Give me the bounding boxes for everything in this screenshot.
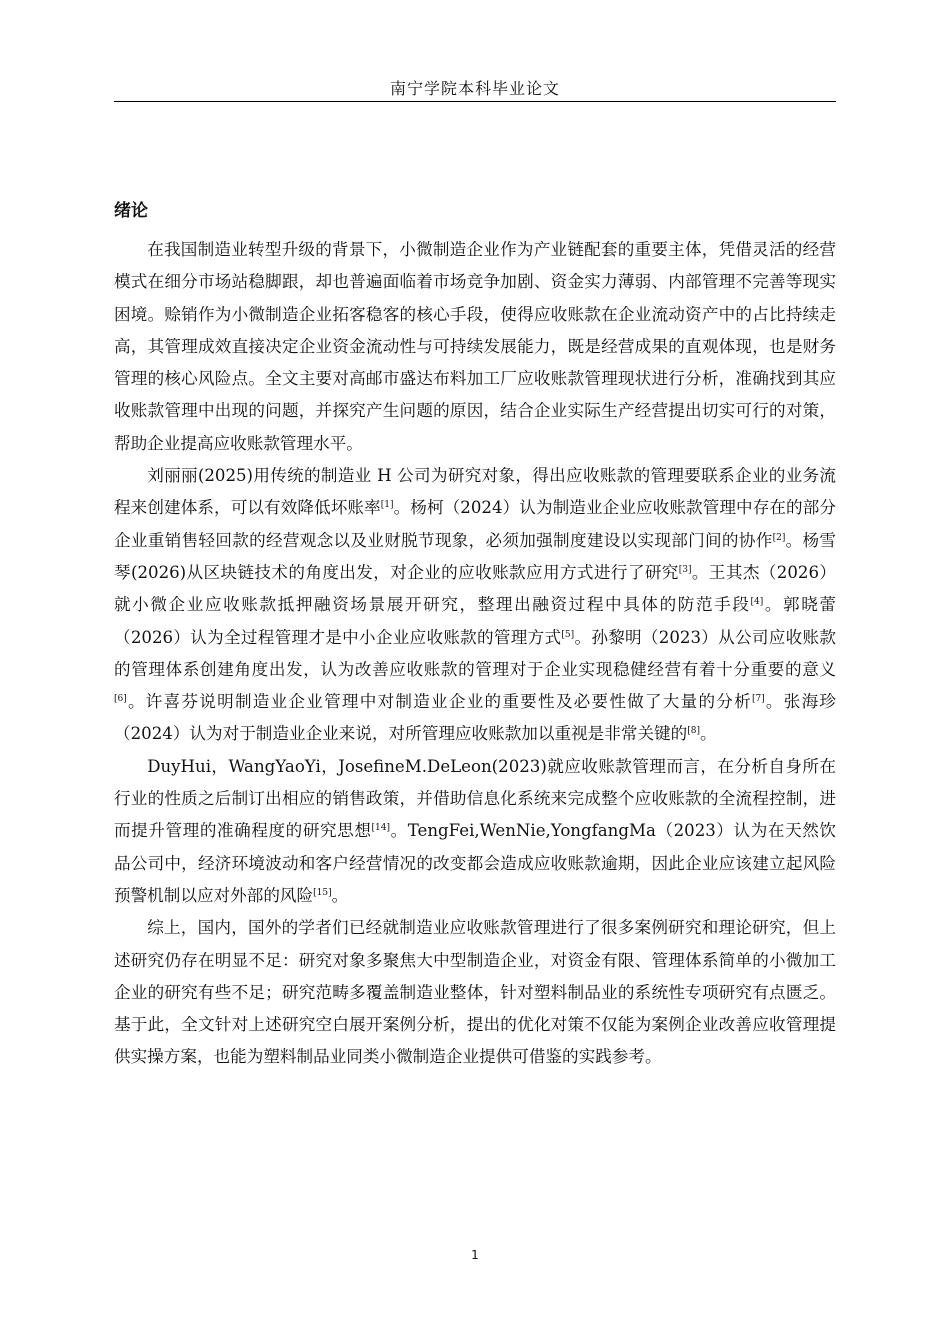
text-segment: 在我国制造业转型升级的背景下，小微制造企业作为产业链配套的重要主体，凭借灵活的经营模式在细分市场站稳脚跟，却也普遍面临着市场竞争加剧、资金实力薄弱、内部管理不完善等现实困境。赊销作为小微制造企业拓客稳客的核心手段，使得应收账款在企业流动资产中的占比持续走高，其管理成效直接决定企业资金流动性与可持续发展能力，既是经营成果的直观体现，也是财务管理的核心风险点。全文主要对高邮市盛达布料加工厂应收账款管理现状进行分析，准确找到其应收账款管理中出现的问题，并探究产生问题的原因，结合企业实际生产经营提出切实可行的对策，帮助企业提高应收账款管理水平。 — [114, 240, 836, 453]
citation-ref: [3] — [678, 564, 692, 575]
paragraph-4 — [114, 912, 836, 1073]
text-segment: 。张海珍（2024）认为对于制造业企业来说，对所管理应收账款加以重视是非常关键的 — [114, 692, 837, 744]
citation-ref: [7] — [751, 694, 765, 705]
citation-ref: [6] — [114, 694, 127, 705]
page-number: 1 — [471, 1248, 479, 1262]
text-segment: 。 — [331, 885, 349, 905]
text-segment: 。TengFei,WenNie,YongfangMa（2023）认为在天然饮品公司中，经济环境波动和客户经营情况的改变都会造成应收账款逾期，因此企业应该建立起风险预警机制以应对外部的风险 — [114, 821, 836, 905]
text-segment: 。王其杰（2026）就小微企业应收账款抵押融资场景展开研究，整理出融资过程中具体的防范手段 — [114, 562, 836, 615]
citation-ref: [4] — [750, 597, 764, 608]
running-header: 南宁学院本科毕业论文 — [389, 79, 560, 98]
citation-ref: [8] — [687, 726, 700, 737]
text-segment: 综上，国内，国外的学者们已经就制造业应收账款管理进行了很多案例研究和理论研究，但上述研究仍存在明显不足：研究对象多聚焦大中型制造企业，对资金有限、管理体系简单的小微加工企业的研究有些不足；研究范畴多覆盖制造业整体，针对塑料制品业的系统性专项研究有点匮乏。基于此，全文针对上述研究空白展开案例分析，提出的优化对策不仅能为案例企业改善应收管理提供实操方案，也能为塑料制品业同类小微制造企业提供可借鉴的实践参考。 — [114, 918, 836, 1067]
text-segment: 。杨柯（2024）认为制造业企业应收账款管理中存在的部分企业重销售轻回款的经营观念以及业财脱节现象，必须加强制度建设以实现部门间的协作 — [114, 498, 837, 550]
text-segment: 。杨雪琴(2026)从区块链技术的角度出发，对企业的应收账款应用方式进行了研究 — [114, 530, 837, 582]
paragraph-3 — [114, 751, 836, 912]
paragraph-2 — [114, 460, 836, 751]
citation-ref: [1] — [380, 500, 394, 511]
text-segment: 。郭晓蕾（2026）认为全过程管理才是中小企业应收账款的管理方式 — [114, 595, 837, 647]
paragraph-1 — [114, 234, 836, 460]
text-segment: 。 — [699, 724, 717, 744]
body-text — [114, 234, 836, 1074]
header-rule — [114, 101, 836, 102]
section-title: 绪论 — [114, 201, 148, 221]
text-segment: 刘丽丽(2025)用传统的制造业 H 公司为研究对象，得出应收账款的管理要联系企业的业务流程来创建体系，可以有效降低坏账率 — [114, 466, 836, 518]
citation-ref: [5] — [561, 629, 575, 640]
citation-ref: [15] — [313, 887, 332, 898]
text-segment: 。许喜芬说明制造业企业管理中对制造业企业的重要性及必要性做了大量的分析 — [126, 692, 752, 712]
citation-ref: [2] — [772, 532, 786, 543]
citation-ref: [14] — [371, 823, 391, 834]
text-segment: DuyHui，WangYaoYi，JosefineM.DeLeon(2023)就应收账款管理而言，在分析自身所在行业的性质之后制订出相应的销售政策，并借助信息化系统来完成整个应收账款的全流程控制，进而提升管理的准确程度的研究思想 — [114, 756, 836, 841]
text-segment: 。孙黎明（2023）从公司应收账款的管理体系创建角度出发，认为改善应收账款的管理对于企业实现稳健经营有着十分重要的意义 — [114, 627, 837, 679]
